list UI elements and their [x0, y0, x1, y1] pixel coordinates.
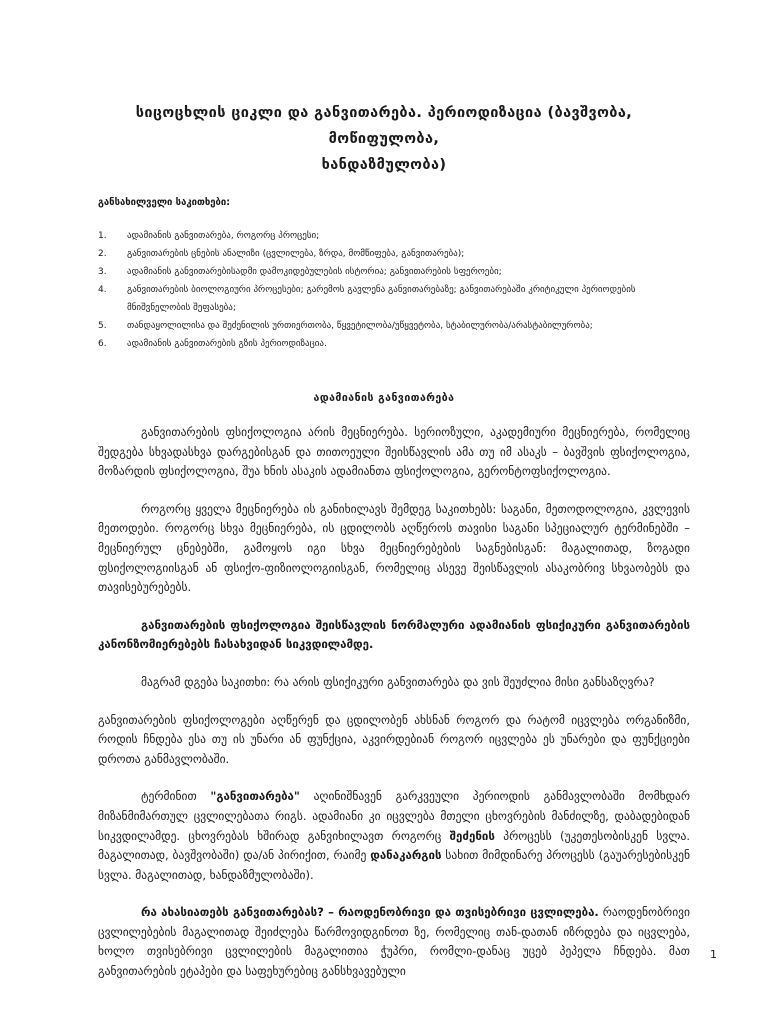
paragraph-6	[98, 787, 690, 885]
term-growth: შეძენის	[449, 828, 495, 843]
list-item-number: 4.	[98, 285, 107, 295]
paragraph-7	[98, 903, 690, 981]
list-item-number: 1.	[98, 231, 107, 241]
paragraph-4: მაგრამ დგება საკითხი: რა არის ფსიქიკური განვითარება და ვის შეუძლია მისი განსაზღვრა?	[141, 674, 655, 689]
list-item	[98, 263, 688, 281]
list-item	[98, 245, 688, 263]
list-item-text: ადამიანის განვითარება, როგორც პროცესი;	[127, 231, 320, 241]
title-line-2: ხანდაზმულობა)	[321, 157, 447, 173]
term-development: "განვითარება"	[210, 789, 300, 804]
paragraph-6-text-b: აღინიშნავენ გარკვეული პერიოდის განმავლობაში მომხდარ მიზანმიმართულ ცვლილებათა რიგს. ადამიანი კი იცვლება მთელი ცხოვრების მანძილზე, დაბადებიდან სიკვდილამდე. ცხოვრებას ხშირად განვიხილავთ როგორც	[98, 789, 690, 843]
topics-heading: განსახილველი საკითხები:	[98, 197, 231, 208]
list-item	[98, 335, 688, 353]
paragraph-7-text: რაოდენობრივი ცვლილებების მაგალითად შეიძლება წარმოვიდგინოთ ზე, რომელიც თან-დათან იზრდება და იცვლება, ხოლო თვისებრივი ცვლილების მაგალითია ჭუპრი, რომლი-დანაც უცებ პეპელა ჩნდება. მათ განვითარების ეტაპები და საფეხურებიც განსხვავებული	[98, 905, 691, 979]
paragraph-6-text-d: სახით მიმდინარე პროცესს (გაუარესებისკენ სვლა. მაგალითად, ხანდაზმულობაში).	[98, 848, 690, 882]
list-item	[98, 227, 688, 245]
list-item-number: 6.	[98, 339, 107, 349]
list-item-text: თანდაყოლილისა და შეძენილის ურთიერთობა, წყვეტილობა/უწყვეტობა, სტაბილურობა/არასტაბილურობა;	[127, 321, 593, 331]
title-line-1: სიცოცხლის ციკლი და განვითარება. პერიოდიზაცია (ბავშვობა, მოწიფულობა,	[135, 105, 633, 147]
paragraph-7-heading: რა ახასიათებს განვითარებას? – რაოდენობრივი და თვისებრივი ცვლილება.	[141, 905, 599, 920]
paragraph-2: როგორც ყველა მეცნიერება ის განიხილავს შემდეგ საკითხებს: საგანი, მეთოდოლოგია, კვლევის მეთოდები. როგორც სხვა მეცნიერება, ის ცდილობს აღწეროს თავისი საგანი სპეციალურ ტერმინებში – მეცნიერულ ცნებებში, გამოყოს იგი სხვა მეცნიერებების საგნებისგან: მაგალითად, ზოგადი ფსიქოლოგიისგან ან ფსიქო-ფიზიოლოგიისგან, რომელიც ასევე შეისწავლის ასაკობრივ სხვაობებს და თავისებურებებს.	[98, 501, 690, 595]
paragraph-1: განვითარების ფსიქოლოგია არის მეცნიერება. სერიოზული, აკადემიური მეცნიერება, რომელიც შედგება სხვადასხვა დარგებისგან და თითოეული შეისწავლის ამა თუ იმ ასაკს – ბავშვის ფსიქოლოგია, მოზარდის ფსიქოლოგია, შუა ხნის ასაკის ადამიანთა ფსიქოლოგია, გერონტოფსიქოლოგია.	[98, 425, 690, 479]
body-text	[98, 423, 690, 1000]
list-item-number: 3.	[98, 267, 107, 277]
document-title	[90, 100, 678, 178]
paragraph-6-text-a: ტერმინით	[141, 789, 211, 804]
list-item-text: განვითარების ცნების ანალიზი (ცვლილება, ზრდა, მომწიფება, განვითარება);	[127, 249, 465, 259]
topics-list	[98, 227, 688, 353]
list-item	[98, 281, 688, 317]
term-loss: დანაკარგის	[370, 848, 442, 863]
list-item-number: 2.	[98, 249, 107, 259]
list-item-text: ადამიანის განვითარებისადმი დამოკიდებულების ისტორია; განვითარების სფეროები;	[127, 267, 502, 277]
paragraph-6-text-c: პროცესს (უკეთესობისკენ სვლა. მაგალითად, ბავშვობაში) და/ან პირიქით, რაიმე	[98, 828, 690, 863]
page-number: 1	[710, 948, 717, 961]
list-item	[98, 317, 688, 335]
paragraph-3-definition: განვითარების ფსიქოლოგია შეისწავლის ნორმალური ადამიანის ფსიქიკური განვითარების კანონზომიერებებს ჩასახვიდან სიკვდილამდე.	[98, 617, 690, 652]
section-heading: ადამიანის განვითარება	[313, 392, 455, 404]
list-item-text: განვითარების ბიოლოგიური პროცესები; გარემოს გავლენა განვითარებაზე; განვითარებაში კრიტიკული პერიოდების მნიშვნელობის შეფასება;	[127, 285, 636, 313]
paragraph-5: განვითარების ფსიქოლოგები აღწერენ და ცდილობენ ახსნან როგორ და რატომ იცვლება ორგანიზმი, როდის ჩნდება ესა თუ ის უნარი ან ფუნქცია, აკვირდებიან როგორ იცვლება ეს უნარები და ფუნქციები დროთა განმავლობაში.	[98, 712, 690, 766]
list-item-text: ადამიანის განვითარების გზის პერიოდიზაცია.	[127, 339, 327, 349]
list-item-number: 5.	[98, 321, 107, 331]
